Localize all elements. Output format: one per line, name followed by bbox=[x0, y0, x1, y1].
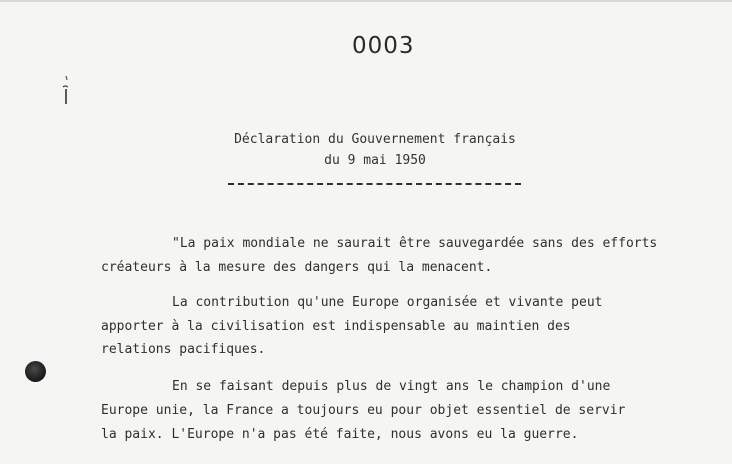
page-number: 0003 bbox=[352, 33, 415, 59]
paragraph-1-line-1: "La paix mondiale ne saurait être sauvegardée sans des efforts bbox=[172, 236, 658, 251]
paragraph-3-line-3: la paix. L'Europe n'a pas été faite, nous avons eu la guerre. bbox=[101, 427, 579, 442]
paragraph-2-line-1: La contribution qu'une Europe organisée et vivante peut bbox=[172, 295, 603, 310]
title-line-2: du 9 mai 1950 bbox=[324, 153, 426, 168]
title-line-1: Déclaration du Gouvernement français bbox=[234, 132, 516, 147]
paragraph-2-line-3: relations pacifiques. bbox=[101, 342, 266, 357]
paragraph-3-line-2: Europe unie, la France a toujours eu pour objet essentiel de servir bbox=[101, 403, 626, 418]
paragraph-2-line-2: apporter à la civilisation est indispensable au maintien des bbox=[101, 319, 571, 334]
page-top-edge bbox=[0, 0, 732, 2]
title-underline bbox=[228, 183, 521, 185]
margin-pencil-mark bbox=[60, 74, 72, 108]
paragraph-3-line-1: En se faisant depuis plus de vingt ans le champion d'une bbox=[172, 379, 611, 394]
punch-hole bbox=[25, 361, 46, 382]
paragraph-1-line-2: créateurs à la mesure des dangers qui la menacent. bbox=[101, 260, 493, 275]
